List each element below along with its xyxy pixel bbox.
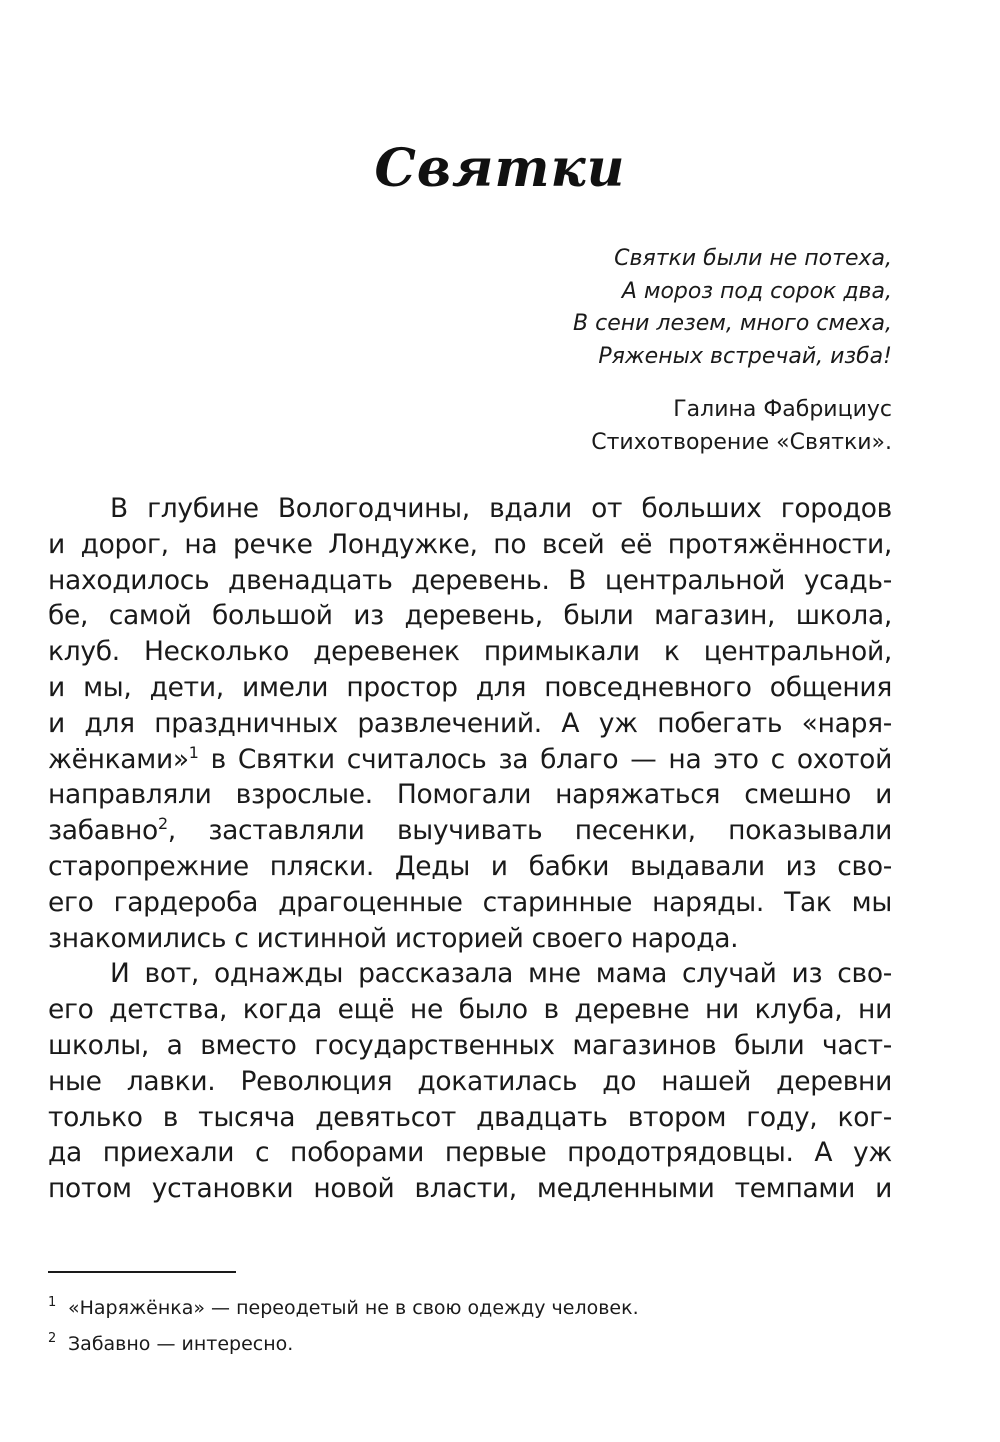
paragraph-line: находилось двенадцать деревень. В центральной усадь- [48, 564, 892, 596]
paragraph-line: И вот, однажды рассказала мне мама случай из сво- [110, 958, 892, 990]
footnote-text: Забавно — интересно. [68, 1333, 294, 1355]
chapter-title: Святки [374, 138, 626, 199]
footnotes [48, 1290, 908, 1362]
epigraph-line: А мороз под сорок два, [621, 278, 892, 304]
paragraph-line: клуб. Несколько деревенек примыкали к центральной, [48, 636, 892, 668]
footnote-text: «Наряжёнка» — переодетый не в свою одежду человек. [68, 1297, 639, 1319]
paragraph-line: его гардероба драгоценные старинные наряды. Так мы [48, 886, 892, 918]
paragraph-line: и для праздничных развлечений. А уж побегать «наря- [48, 707, 892, 739]
epigraph-line: В сени лезем, много смеха, [573, 311, 892, 336]
paragraph-line: школы, а вместо государственных магазинов были част- [48, 1029, 892, 1061]
body-text [48, 491, 892, 1207]
paragraph-line: направляли взрослые. Помогали наряжаться смешно и [48, 779, 892, 811]
epigraph-line: Святки были не потеха, [614, 246, 892, 271]
paragraph-line [48, 742, 892, 778]
paragraph-line: его детства, когда ещё не было в деревне ни клуба, ни [48, 994, 892, 1026]
paragraph-line: потом установки новой власти, медленными темпами и [48, 1173, 892, 1205]
epigraph [372, 243, 892, 459]
footnote-ref[interactable]: 1 [188, 742, 199, 762]
footnote-number: 1 [48, 1295, 57, 1310]
epigraph-line: Ряженых встречай, изба! [598, 343, 892, 369]
footnote-number: 2 [48, 1331, 57, 1346]
epigraph-author: Галина Фабрициус [673, 397, 892, 422]
paragraph-line: только в тысяча девятьсот двадцать втором году, ког- [48, 1101, 892, 1133]
paragraph-line [48, 813, 892, 849]
epigraph-attribution [372, 393, 892, 459]
paragraph-line: знакомились с истинной историей своего народа. [48, 922, 739, 954]
paragraph-line: старопрежние пляски. Деды и бабки выдавали из сво- [48, 850, 892, 882]
paragraph-line: и дорог, на речке Лондужке, по всей её протяжённости, [48, 528, 892, 560]
paragraph-line: В глубине Вологодчины, вдали от больших городов [110, 493, 892, 524]
line-segment: , заставляли выучивать песенки, показывали [167, 815, 892, 847]
paragraph-line: и мы, дети, имели простор для повседневного общения [48, 671, 892, 703]
line-segment: забавно [48, 815, 158, 847]
paragraph-line: ные лавки. Революция докатилась до нашей деревни [48, 1065, 892, 1097]
footnote-ref[interactable]: 2 [157, 814, 168, 834]
paragraph-line: бе, самой большой из деревень, были магазин, школа, [48, 600, 892, 632]
line-segment: жёнками» [48, 743, 189, 775]
footnote [48, 1290, 908, 1326]
footnote-separator [48, 1271, 236, 1273]
epigraph-verse [372, 243, 892, 373]
footnote [48, 1326, 908, 1362]
epigraph-source: Стихотворение «Святки». [591, 430, 892, 455]
paragraph-line: да приехали с поборами первые продотрядовцы. А уж [48, 1137, 892, 1169]
line-segment: в Святки считалось за благо — на это с охотой [210, 743, 893, 775]
